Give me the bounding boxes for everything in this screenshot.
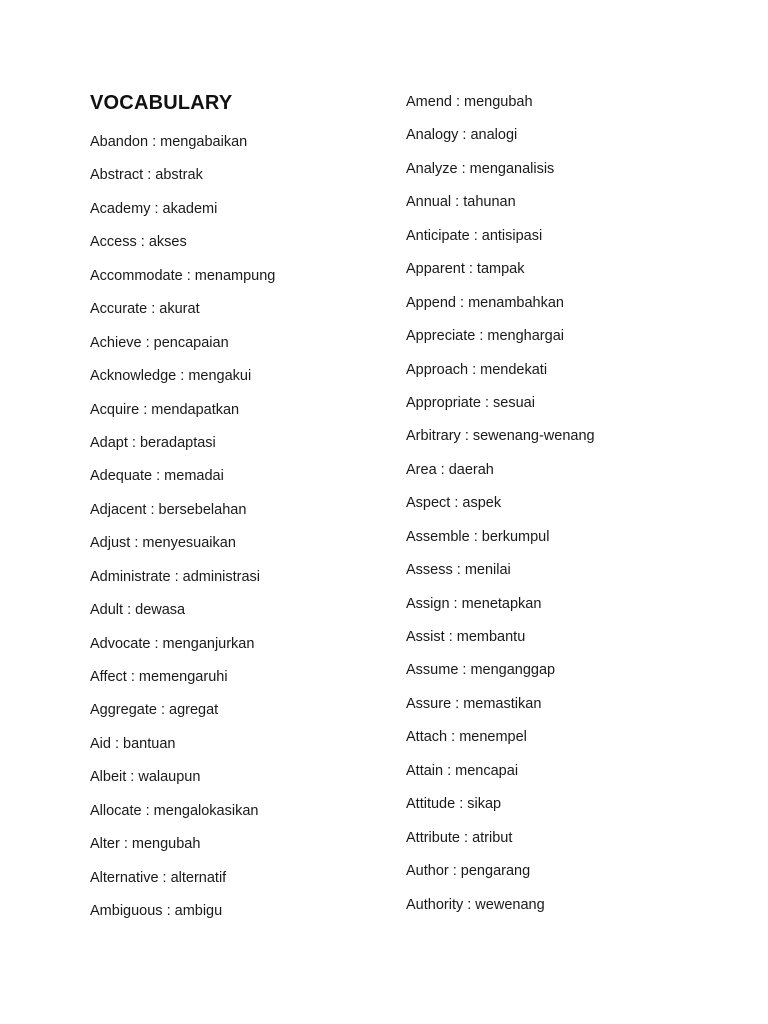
vocabulary-entry: Appropriate : sesuai [406, 394, 535, 411]
vocabulary-entry: Append : menambahkan [406, 294, 564, 311]
vocabulary-entry: Advocate : menganjurkan [90, 635, 255, 652]
vocabulary-entry: Annual : tahunan [406, 194, 516, 211]
vocabulary-entry: Attribute : atribut [406, 829, 513, 846]
vocabulary-entry: Arbitrary : sewenang-wenang [406, 428, 595, 445]
vocabulary-entry: Aspect : aspek [406, 495, 502, 512]
vocabulary-entry: Assist : membantu [406, 629, 526, 645]
vocabulary-entry: Adapt : beradaptasi [90, 434, 216, 451]
vocabulary-entry: Affect : memengaruhi [90, 669, 228, 685]
vocabulary-entry: Approach : mendekati [406, 361, 548, 378]
vocabulary-entry: Alter : mengubah [90, 836, 201, 853]
vocabulary-entry: Acknowledge : mengakui [90, 368, 252, 385]
vocabulary-entry: Author : pengarang [406, 863, 531, 880]
vocabulary-entry: Analogy : analogi [406, 127, 518, 144]
vocabulary-entry: Achieve : pencapaian [90, 334, 229, 351]
vocabulary-entry: Authority : wewenang [406, 896, 545, 913]
vocabulary-entry: Access : akses [90, 234, 187, 251]
vocabulary-entry: Albeit : walaupun [90, 769, 201, 786]
vocabulary-entry: Appreciate : menghargai [406, 328, 564, 345]
vocabulary-entry: Assume : menganggap [406, 662, 556, 679]
vocabulary-list-left [90, 134, 275, 937]
page-title: VOCABULARY [90, 92, 233, 114]
vocabulary-entry: Ambiguous : ambigu [90, 903, 223, 920]
vocabulary-entry: Aid : bantuan [90, 735, 176, 752]
vocabulary-entry: Alternative : alternatif [90, 869, 227, 886]
vocabulary-list-right [406, 94, 595, 930]
vocabulary-entry: Adult : dewasa [90, 602, 186, 619]
vocabulary-entry: Accurate : akurat [90, 301, 200, 318]
vocabulary-entry: Abstract : abstrak [90, 167, 203, 184]
vocabulary-entry: Attain : mencapai [406, 762, 519, 779]
vocabulary-entry: Aggregate : agregat [90, 702, 219, 719]
vocabulary-entry: Assign : menetapkan [406, 595, 542, 612]
vocabulary-entry: Allocate : mengalokasikan [90, 802, 259, 819]
vocabulary-entry: Academy : akademi [90, 200, 218, 217]
vocabulary-entry: Amend : mengubah [406, 94, 533, 110]
vocabulary-entry: Abandon : mengabaikan [90, 134, 248, 150]
vocabulary-entry: Assure : memastikan [406, 695, 542, 712]
vocabulary-entry: Adjust : menyesuaikan [90, 535, 236, 552]
vocabulary-entry: Area : daerah [406, 461, 494, 478]
vocabulary-entry: Attach : menempel [406, 729, 527, 746]
vocabulary-entry: Apparent : tampak [406, 261, 525, 278]
vocabulary-entry: Administrate : administrasi [90, 568, 261, 585]
vocabulary-entry: Adequate : memadai [90, 468, 224, 485]
vocabulary-entry: Assess : menilai [406, 562, 511, 579]
vocabulary-entry: Acquire : mendapatkan [90, 401, 240, 418]
vocabulary-entry: Analyze : menganalisis [406, 160, 555, 177]
vocabulary-entry: Assemble : berkumpul [406, 528, 550, 545]
vocabulary-entry: Attitude : sikap [406, 796, 502, 813]
vocabulary-entry: Accommodate : menampung [90, 267, 276, 284]
vocabulary-entry: Adjacent : bersebelahan [90, 501, 247, 518]
vocabulary-entry: Anticipate : antisipasi [406, 227, 543, 244]
